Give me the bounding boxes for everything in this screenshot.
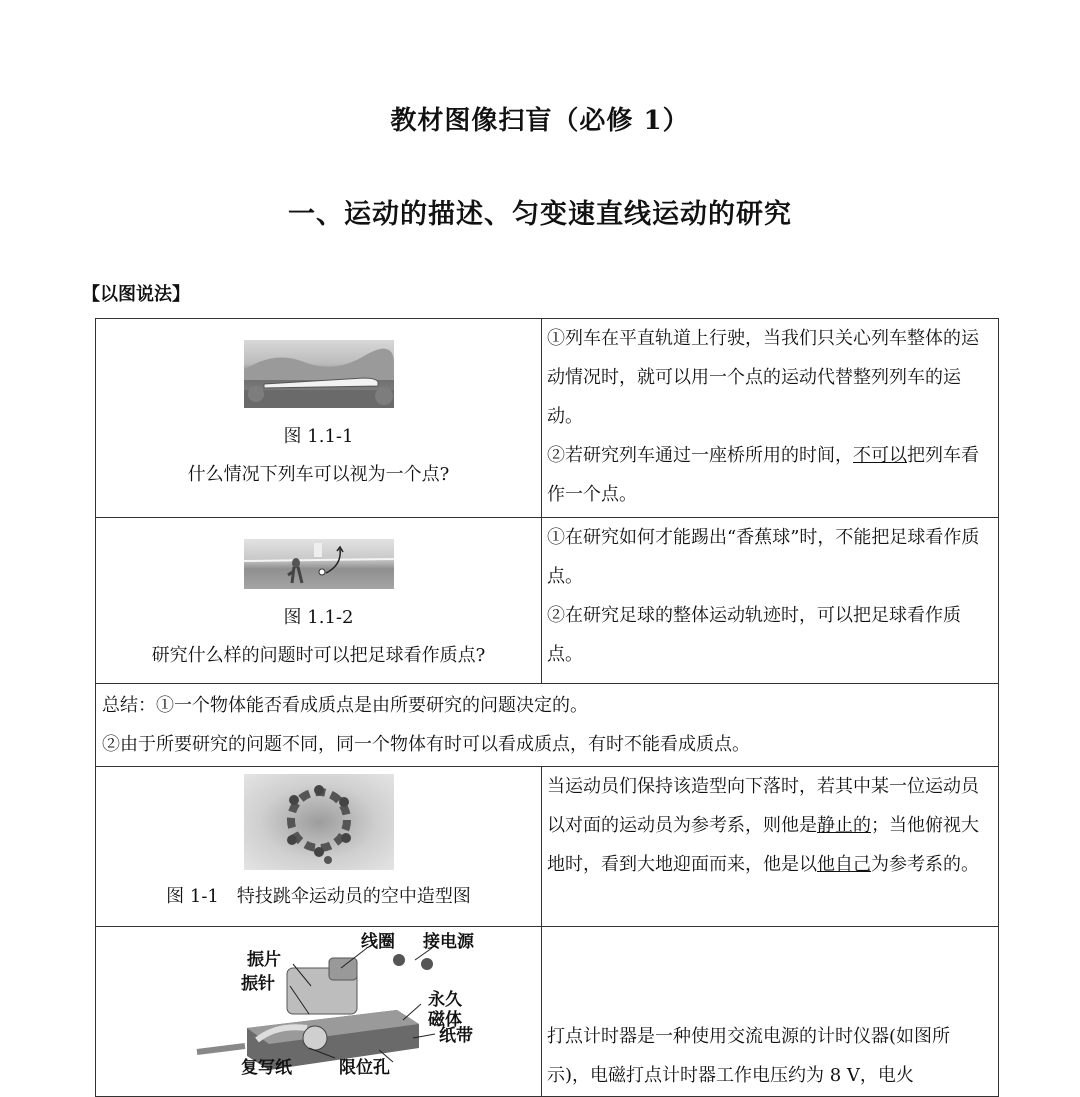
illustration-table: [95, 318, 999, 1097]
explanation-paragraph: ②在研究足球的整体运动轨迹时，可以把足球看作质点。: [547, 605, 961, 665]
explanation-paragraph: ①在研究如何才能踢出“香蕉球”时，不能把足球看作质点。: [547, 527, 980, 587]
explanation-paragraph: [547, 436, 992, 514]
text-run: ；当他俯视大地时，看到大地迎面而来，他是以: [547, 815, 979, 875]
figure-cell: [96, 518, 542, 684]
chapter-subtitle: 一、运动的描述、匀变速直线运动的研究: [288, 199, 792, 230]
explanation-cell: [542, 927, 999, 1097]
underlined-answer: 静止的: [817, 815, 871, 836]
summary-cell: [96, 684, 999, 767]
label-needle: 振针: [241, 974, 275, 994]
explanation-cell: [542, 319, 999, 518]
summary-line: 总结：①一个物体能否看成质点是由所要研究的问题决定的。: [102, 695, 588, 716]
table-row: [96, 767, 999, 927]
explanation-cell: [542, 518, 999, 684]
table-row: [96, 684, 999, 767]
text-run: 把列车看作一个点。: [547, 445, 979, 505]
table-row: [96, 319, 999, 518]
figure-number: 图 1.1-2: [283, 607, 354, 628]
figure-question: 研究什么样的问题时可以把足球看作质点?: [151, 645, 486, 666]
text-run: 为参考系的。: [871, 854, 979, 875]
summary-line: ②由于所要研究的问题不同，同一个物体有时可以看成质点，有时不能看成质点。: [102, 734, 750, 755]
label-coil: 线圈: [361, 932, 395, 952]
train-illustration: [244, 340, 394, 408]
label-magnet: 永久磁体: [428, 990, 462, 1030]
figure-number: 图 1.1-1: [283, 426, 354, 447]
figure-question: 什么情况下列车可以视为一个点?: [187, 464, 450, 485]
skydivers-illustration: [244, 774, 394, 870]
label-carbon-paper: 复写纸: [241, 1058, 292, 1078]
explanation-cell: [542, 767, 999, 927]
soccer-illustration: [244, 539, 394, 589]
text-run: ②若研究列车通过一座桥所用的时间，: [547, 445, 853, 466]
timer-diagram: [97, 928, 540, 1088]
table-row: [96, 927, 999, 1097]
underlined-answer: 不可以: [853, 445, 907, 466]
text-run: 当运动员们保持该造型向下落时，若其中某一位运动员以对面的运动员为参考系，则他是: [547, 776, 979, 836]
underlined-answer: 他自己: [817, 854, 871, 875]
figure-cell: [96, 927, 542, 1097]
ticker-timer-illustration: [97, 928, 540, 1088]
explanation-paragraph: 打点计时器是一种使用交流电源的计时仪器(如图所示)，电磁打点计时器工作电压约为 8 V，电火: [547, 1026, 951, 1086]
explanation-paragraph: ①列车在平直轨道上行驶，当我们只关心列车整体的运动情况时，就可以用一个点的运动代替整列列车的运动。: [547, 328, 979, 427]
label-power: 接电源: [423, 932, 474, 952]
label-limit-hole: 限位孔: [339, 1058, 390, 1078]
table-row: [96, 518, 999, 684]
train-photo: [244, 340, 394, 408]
section-label: 【以图说法】: [82, 284, 190, 305]
explanation-paragraph: [547, 767, 992, 884]
figure-cell: [96, 319, 542, 518]
skydivers-photo: [244, 774, 394, 870]
figure-cell: [96, 767, 542, 927]
label-tape: 纸带: [439, 1026, 473, 1046]
spacer: [547, 927, 992, 1017]
soccer-photo: [244, 539, 394, 589]
label-reed: 振片: [247, 950, 281, 970]
page-title: 教材图像扫盲（必修 1）: [390, 106, 690, 136]
figure-caption: 图 1-1 特技跳伞运动员的空中造型图: [166, 886, 471, 907]
